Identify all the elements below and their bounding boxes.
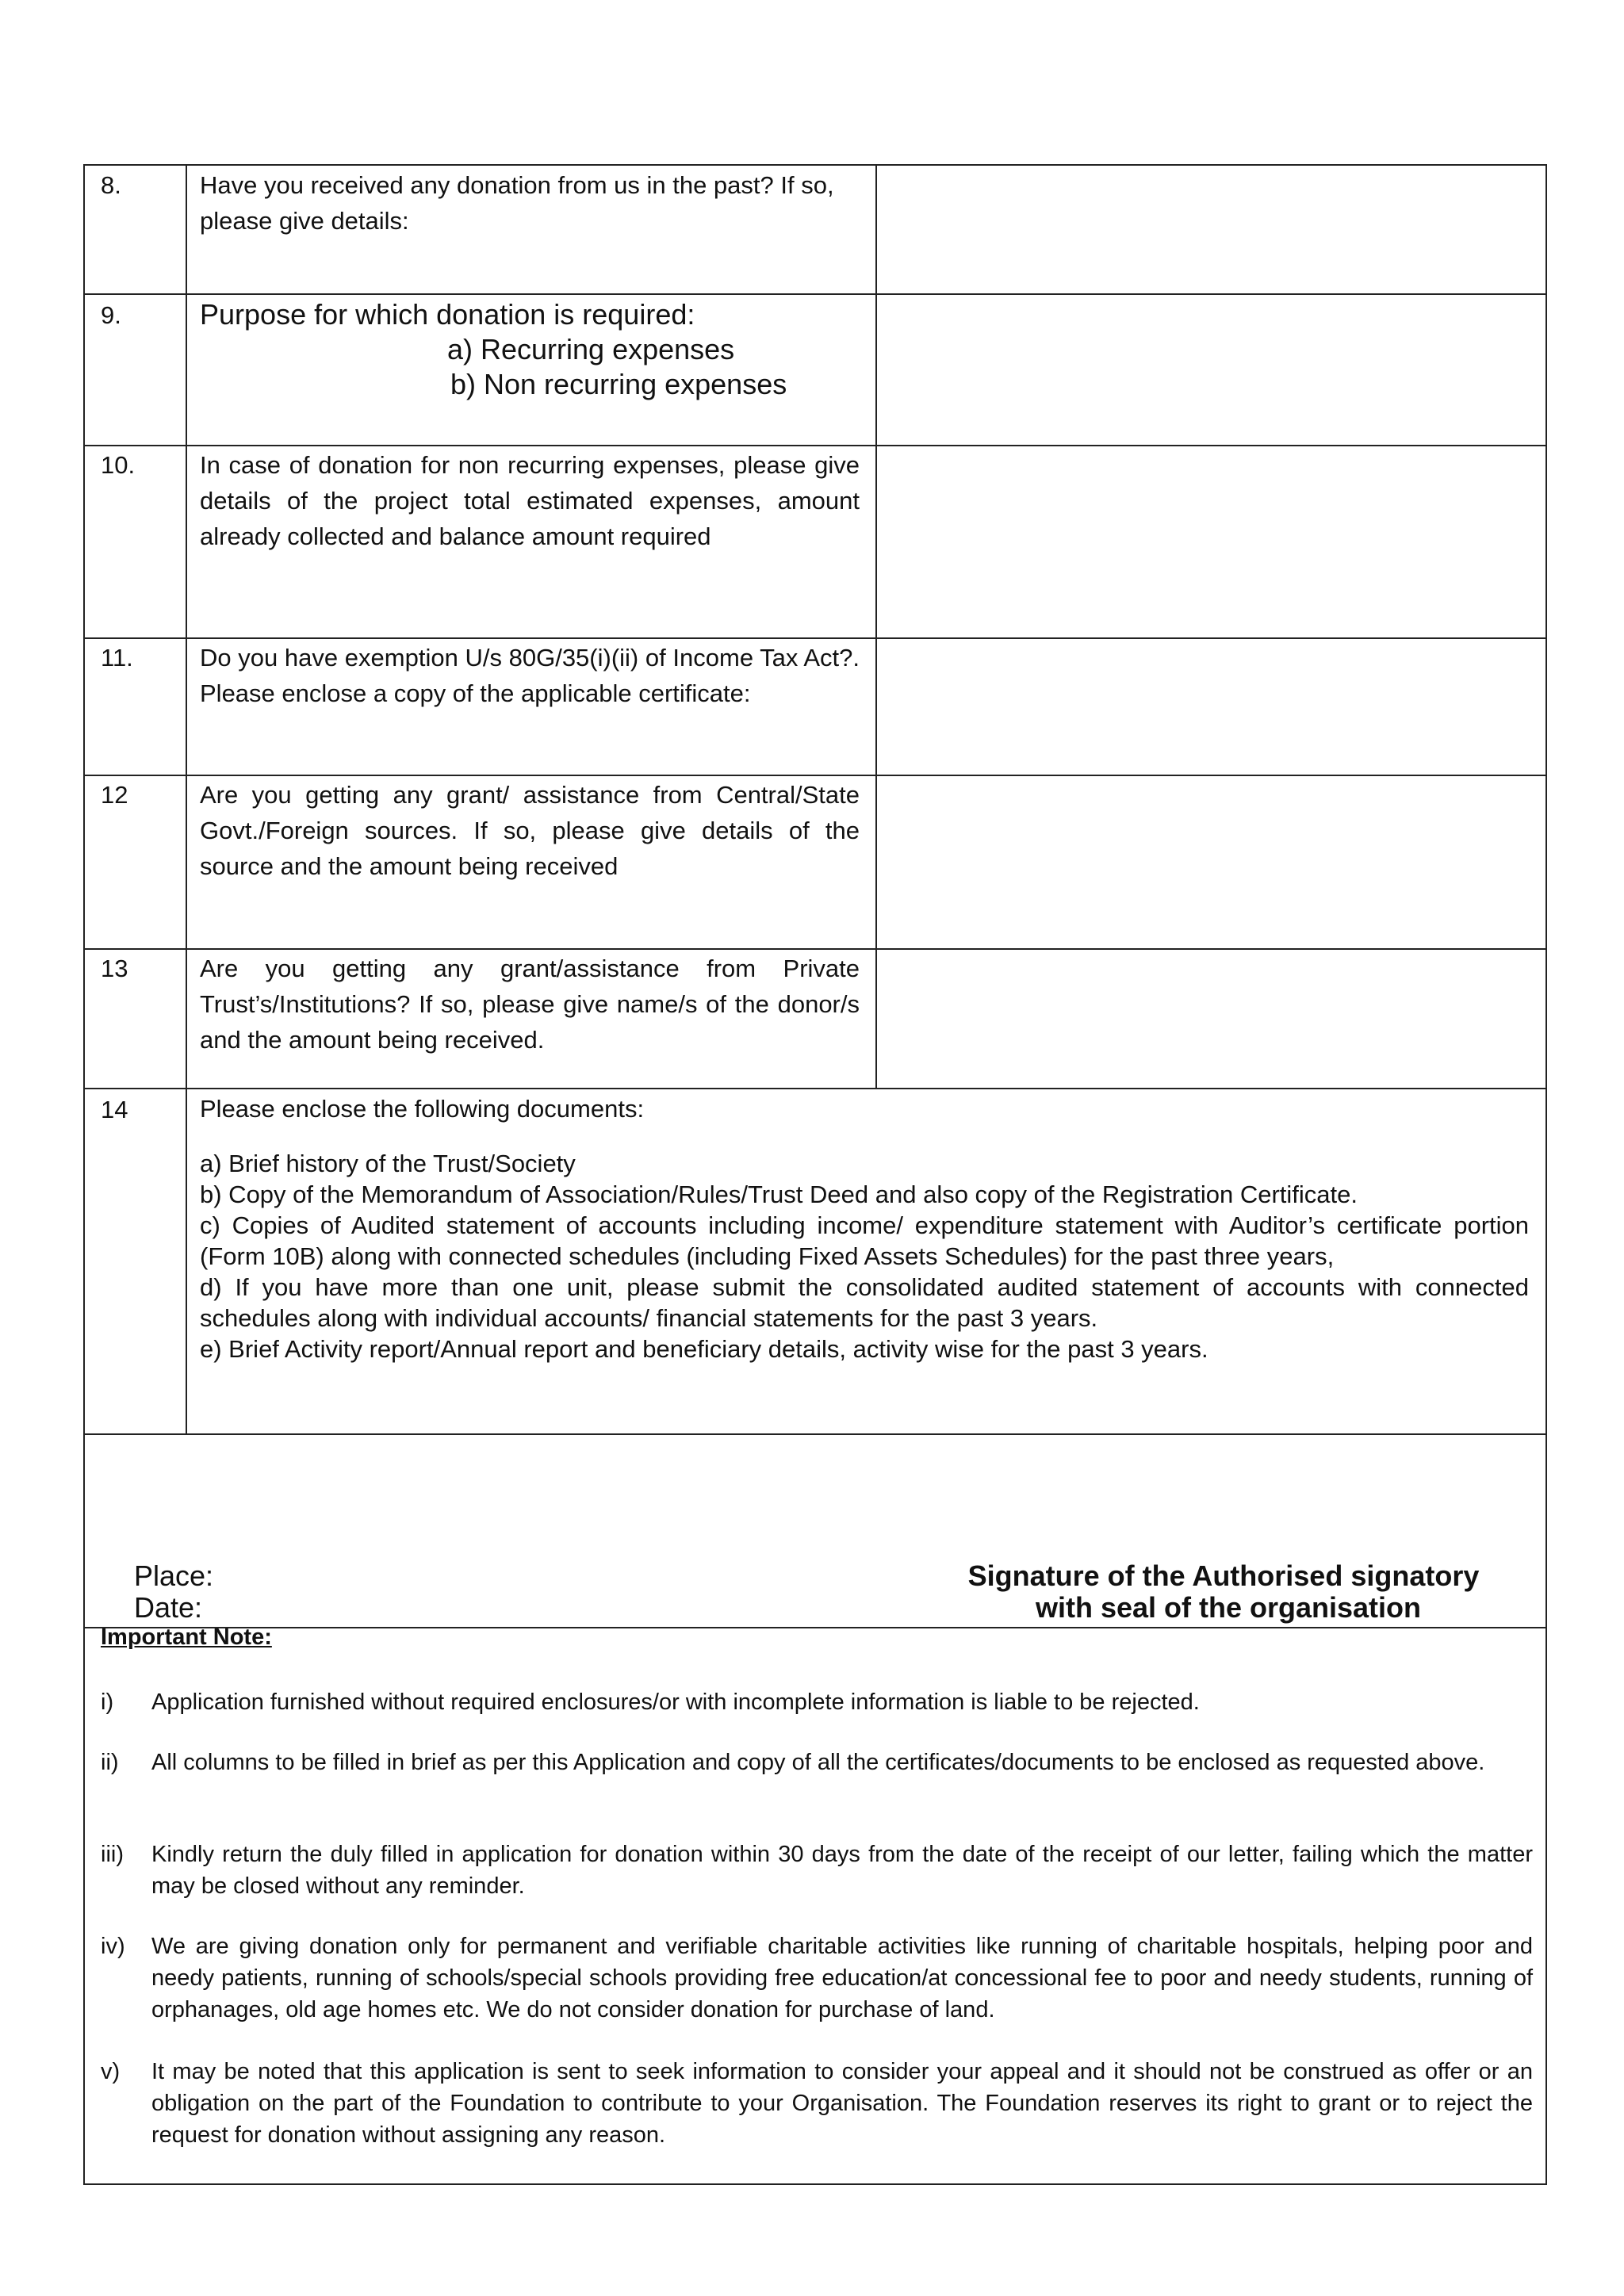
signature-line-1: Signature of the Authorised signatory	[967, 1559, 1480, 1592]
note-number: iii)	[101, 1842, 124, 1867]
answer-field[interactable]	[878, 951, 1545, 1086]
answer-field[interactable]	[878, 447, 1545, 636]
row-divider	[85, 445, 1545, 446]
note-text: Application furnished without required enclosures/or with incomplete information is liable to be rejected.	[151, 1689, 1200, 1715]
note-number: ii)	[101, 1750, 119, 1775]
row-divider	[85, 1627, 1545, 1628]
question-text: Are you getting any grant/ assistance from Central/State Govt./Foreign sources. If so, please give details of the source and the amount being received	[200, 781, 860, 880]
note-number: iv)	[101, 1934, 125, 1959]
documents-list	[200, 1093, 1529, 1364]
row-divider	[85, 775, 1545, 776]
documents-intro: Please enclose the following documents:	[200, 1095, 645, 1123]
row-divider	[85, 293, 1545, 295]
column-divider-answer	[875, 166, 877, 1089]
answer-field[interactable]	[878, 777, 1545, 947]
document-item: c) Copies of Audited statement of accounts including income/ expenditure statement with Auditor’s certificate portion (Form 10B) along with connected schedules (including Fixed Assets Schedules) for the past three years,	[200, 1211, 1529, 1270]
row-divider	[85, 637, 1545, 639]
note-text: It may be noted that this application is sent to seek information to consider your appeal and it should not be construed as offer or an obligation on the part of the Foundation to contribute to your Organisation. The Foundation reserves its right to grant or to reject the request for donation without assigning any reason.	[151, 2059, 1533, 2148]
note-item	[101, 1839, 1533, 1902]
row-number: 14	[101, 1096, 128, 1123]
note-item	[101, 2056, 1533, 2151]
note-number: v)	[101, 2059, 121, 2084]
row-divider	[85, 1088, 1545, 1089]
note-number: i)	[101, 1689, 114, 1715]
row-divider	[85, 948, 1545, 950]
row-number: 10.	[101, 451, 136, 479]
note-item	[101, 1931, 1533, 2026]
note-text: We are giving donation only for permanent and verifiable charitable activities like running of charitable hospitals, helping poor and needy patients, running of schools/special schools providing free education/at concessional fee to poor and needy students, running of orphanages, old age homes etc. We do not consider donation for purchase of land.	[151, 1934, 1533, 2022]
note-item	[101, 1686, 1533, 1718]
date-label: Date:	[134, 1591, 203, 1624]
question-text: Are you getting any grant/assistance from Private Trust’s/Institutions? If so, please give name/s of the donor/s and the amount being received.	[200, 955, 860, 1054]
answer-field[interactable]	[878, 640, 1545, 773]
option-recurring: a) Recurring expenses	[447, 333, 735, 365]
row-number: 8.	[101, 171, 121, 199]
document-item: e) Brief Activity report/Annual report and beneficiary details, activity wise for the past 3 years.	[200, 1335, 1208, 1363]
application-form-table	[83, 164, 1547, 2185]
question-label: Purpose for which donation is required:	[200, 298, 695, 331]
answer-field[interactable]	[878, 296, 1545, 443]
note-text: All columns to be filled in brief as per this Application and copy of all the certificates/documents to be enclosed as requested above.	[151, 1750, 1485, 1775]
row-number: 11.	[101, 644, 133, 672]
important-note-title: Important Note:	[101, 1624, 272, 1650]
row-number: 13	[101, 955, 128, 982]
option-non-recurring: b) Non recurring expenses	[450, 368, 787, 400]
row-divider	[85, 1433, 1545, 1435]
column-divider-number	[186, 166, 187, 1435]
question-text: In case of donation for non recurring expenses, please give details of the project total estimated expenses, amount already collected and balance amount required	[200, 451, 860, 550]
question-text	[200, 297, 860, 402]
signature-line-2: with seal of the organisation	[1035, 1591, 1422, 1624]
question-text: Do you have exemption U/s 80G/35(i)(ii) of Income Tax Act?. Please enclose a copy of the applicable certificate:	[200, 644, 860, 707]
answer-field[interactable]	[878, 167, 1545, 293]
note-item	[101, 1747, 1533, 1778]
row-number: 12	[101, 781, 128, 809]
document-item: b) Copy of the Memorandum of Association/Rules/Trust Deed and also copy of the Registration Certificate.	[200, 1181, 1358, 1208]
note-text: Kindly return the duly filled in application for donation within 30 days from the date of the receipt of our letter, failing which the matter may be closed without any reminder.	[151, 1842, 1533, 1899]
row-number: 9.	[101, 301, 121, 329]
place-label: Place:	[134, 1559, 214, 1592]
document-item: d) If you have more than one unit, please submit the consolidated audited statement of accounts with connected schedules along with individual accounts/ financial statements for the past 3 years.	[200, 1273, 1529, 1332]
document-item: a) Brief history of the Trust/Society	[200, 1150, 576, 1177]
question-text: Have you received any donation from us in the past? If so, please give details:	[200, 171, 834, 235]
